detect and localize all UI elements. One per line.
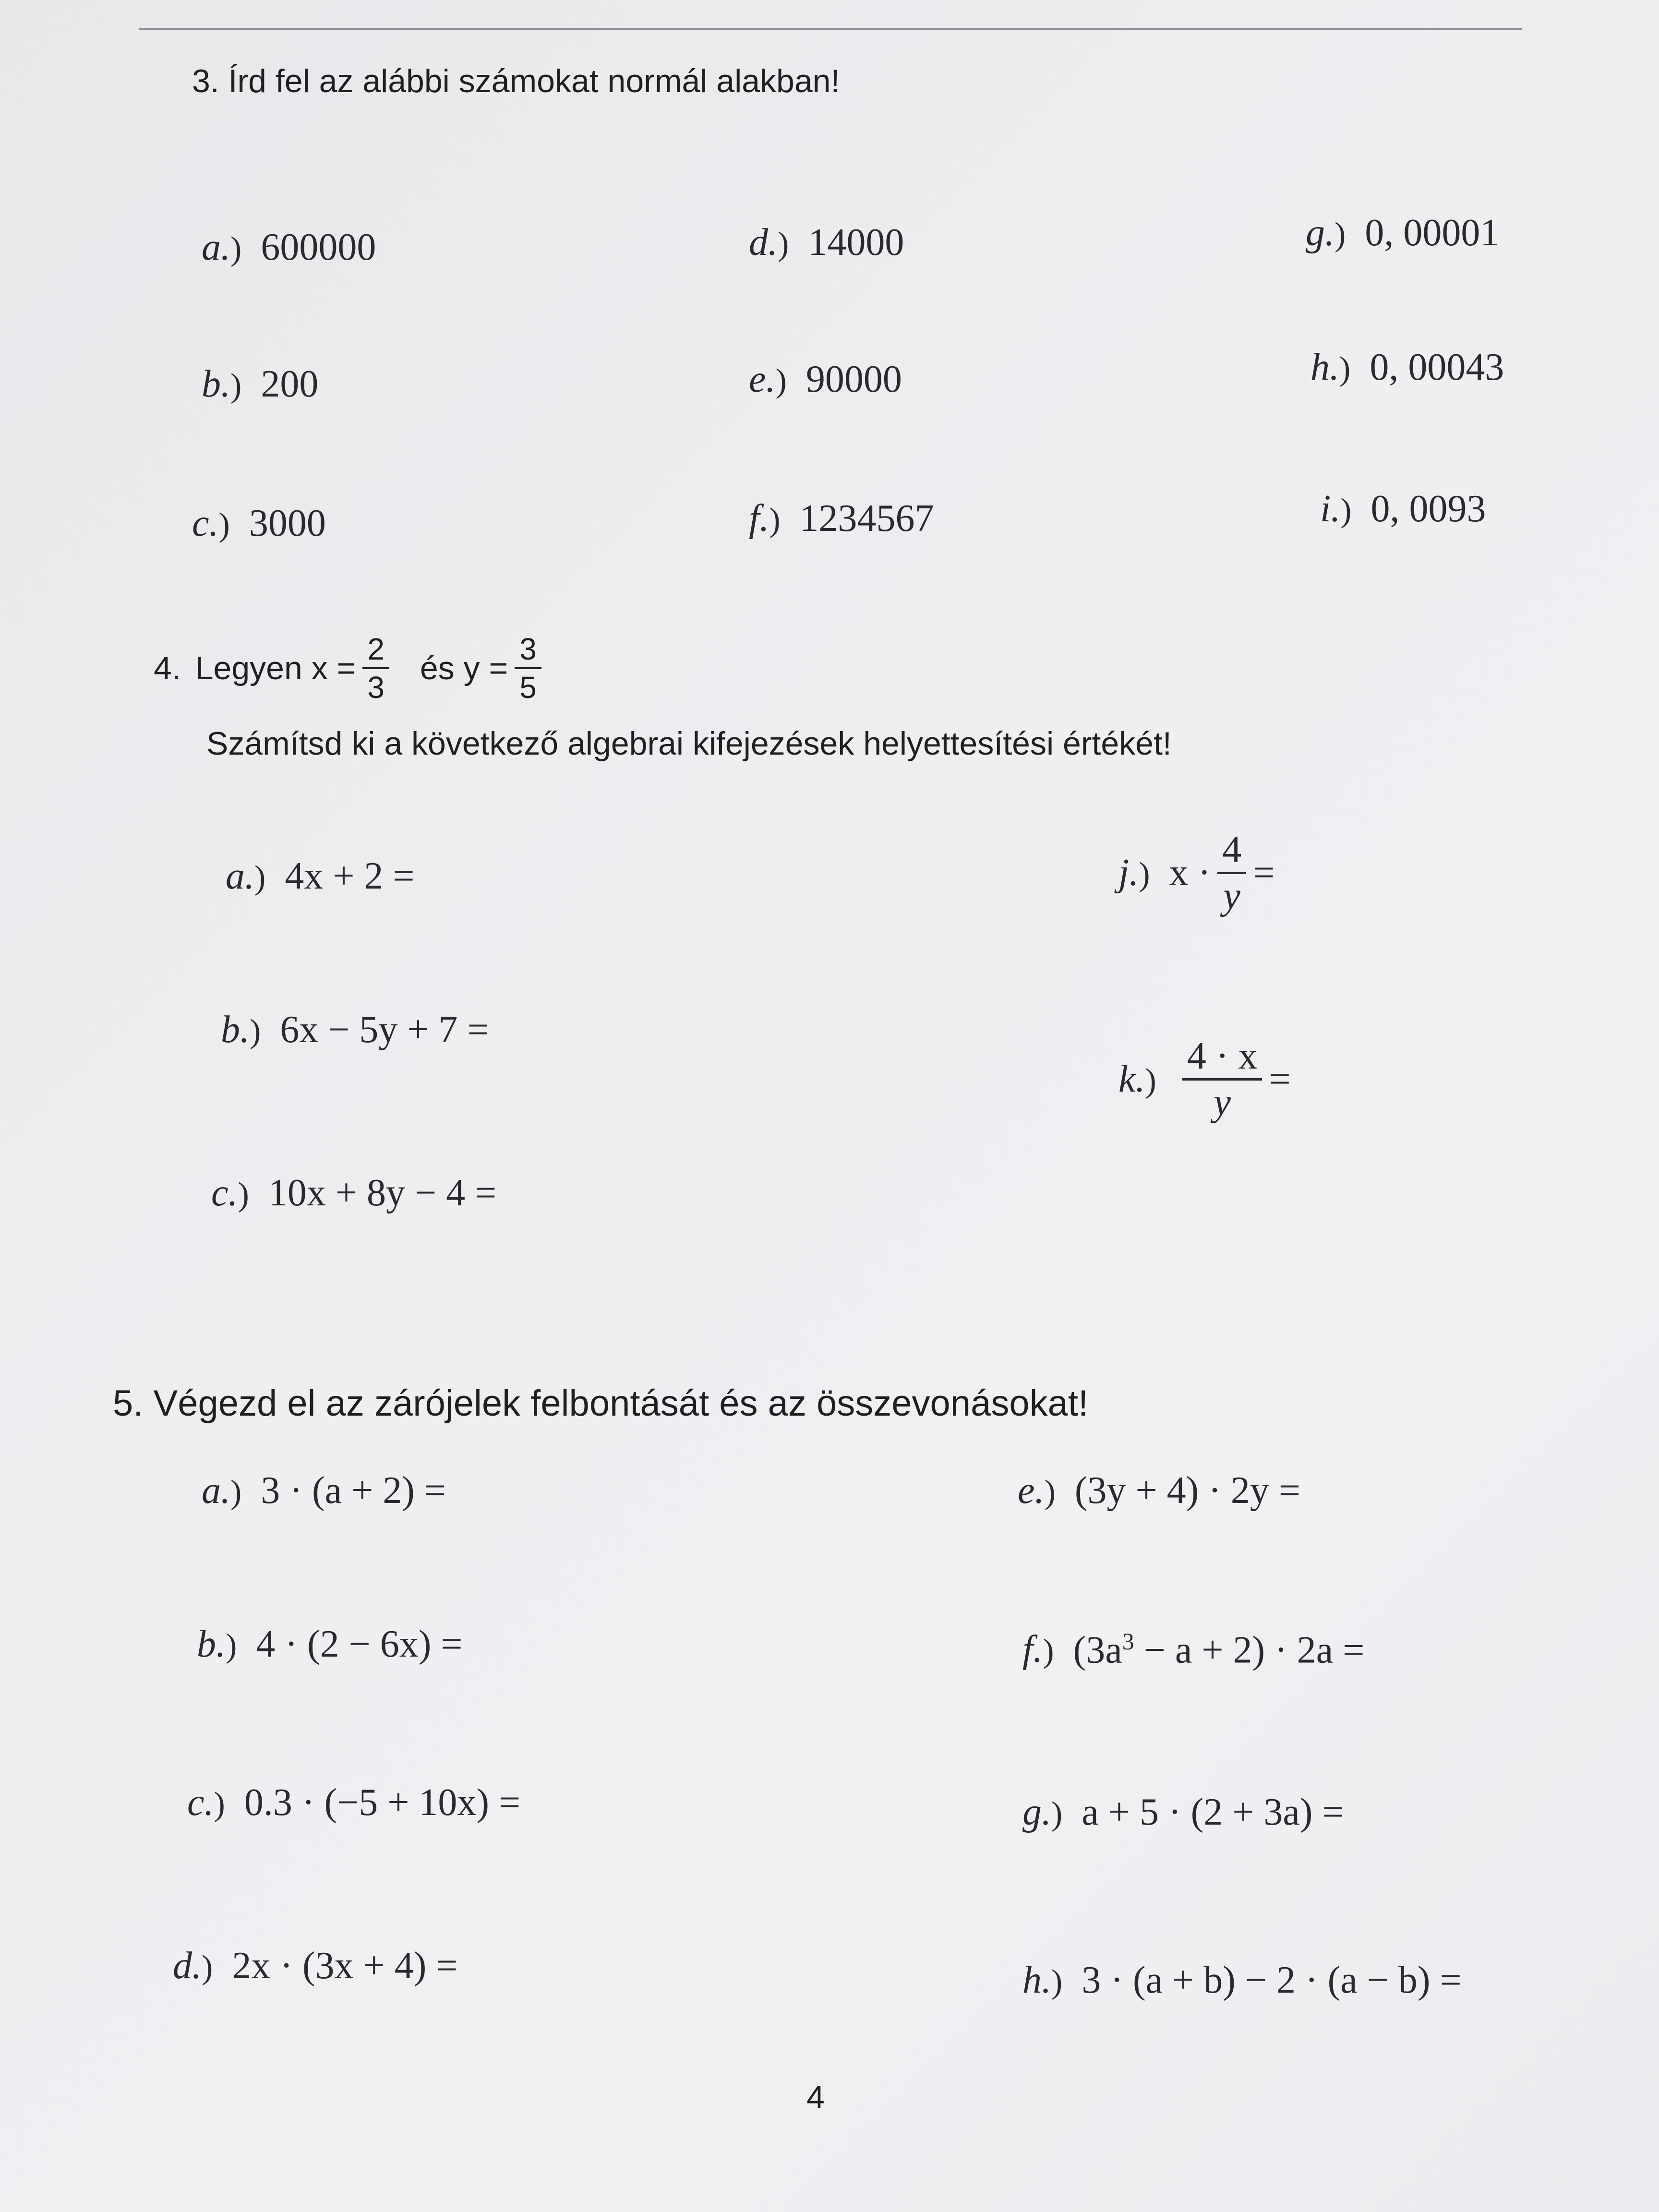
s5-item-b: [197, 1623, 462, 1666]
item-label: d.): [749, 221, 789, 264]
item-label: c.): [211, 1172, 249, 1214]
item-expression: 3 · (a + 2) =: [261, 1469, 446, 1512]
item-fraction: [1217, 830, 1246, 915]
item-pre: x ·: [1169, 852, 1211, 894]
s4-item-c: [211, 1171, 496, 1215]
item-label: k.): [1118, 1058, 1156, 1100]
item-value: 90000: [805, 358, 902, 400]
x-denominator: 3: [367, 670, 385, 705]
item-post: =: [1253, 852, 1275, 894]
legyen-text: Legyen x =: [195, 650, 356, 686]
item-label: h.): [1310, 346, 1351, 388]
item-label: e.): [1018, 1469, 1056, 1512]
item-value: 0, 00001: [1365, 212, 1500, 254]
s3-item-a: [202, 226, 376, 269]
item-expression: 10x + 8y − 4 =: [268, 1172, 497, 1214]
item-label: a.): [202, 1469, 242, 1512]
s3-item-e: [749, 358, 902, 401]
item-expression: 0.3 · (−5 + 10x) =: [244, 1781, 521, 1824]
item-label: b.): [197, 1623, 237, 1665]
item-value: 0, 0093: [1370, 488, 1486, 530]
item-label: d.): [173, 1945, 213, 1987]
item-label: f.): [749, 497, 781, 540]
item-value: 0, 00043: [1370, 346, 1504, 388]
item-expression: 4x + 2 =: [285, 855, 415, 897]
s5-item-e: [1018, 1469, 1300, 1513]
s4-item-b: [221, 1008, 489, 1052]
item-expression: a + 5 · (2 + 3a) =: [1082, 1791, 1344, 1833]
item-expression: 2x · (3x + 4) =: [232, 1945, 458, 1987]
s5-item-d: [173, 1944, 457, 1988]
item-fraction: [1182, 1037, 1262, 1122]
item-label: g.): [1022, 1791, 1063, 1833]
fraction-denominator: y: [1223, 875, 1240, 917]
item-post: =: [1269, 1058, 1291, 1100]
item-label: c.): [187, 1781, 225, 1824]
item-value: 200: [261, 363, 319, 405]
section4-instruction: Számítsd ki a következő algebrai kifejezések helyettesítési értékét!: [206, 725, 1172, 762]
item-label: a.): [202, 226, 242, 268]
item-label: h.): [1022, 1959, 1063, 2001]
item-expression: 4 · (2 − 6x) =: [256, 1623, 463, 1665]
section4-heading: [154, 634, 548, 703]
section3-heading: 3. Írd fel az alábbi számokat normál alakban!: [192, 63, 840, 99]
item-label: f.): [1022, 1628, 1054, 1671]
s5-item-f: [1022, 1627, 1364, 1672]
es-text: és y =: [420, 650, 508, 686]
item-label: i.): [1320, 488, 1352, 530]
item-label: e.): [749, 358, 787, 400]
item-label: b.): [202, 363, 242, 405]
s3-item-b: [202, 362, 318, 406]
s4-item-a: [226, 854, 415, 898]
s3-item-c: [192, 502, 326, 545]
x-fraction: [362, 634, 389, 703]
s5-item-c: [187, 1781, 520, 1825]
section-number: 4.: [154, 650, 181, 686]
fraction-numerator: 4: [1217, 830, 1246, 874]
item-label: j.): [1118, 852, 1150, 894]
item-expression: 3 · (a + b) − 2 · (a − b) =: [1082, 1959, 1462, 2001]
item-label: g.): [1306, 212, 1346, 254]
y-numerator: 3: [515, 634, 541, 669]
item-expression: $(3a^3 - a + 2) \cdot 2a$ =: [1073, 1628, 1365, 1671]
item-value: 14000: [808, 221, 904, 264]
item-expression: 6x − 5y + 7 =: [280, 1009, 489, 1051]
s3-item-d: [749, 221, 904, 264]
item-expression: (3y + 4) · 2y =: [1074, 1469, 1300, 1512]
s3-item-f: [749, 497, 934, 541]
item-value: 600000: [261, 226, 376, 268]
page-number: 4: [806, 2079, 825, 2116]
section5-heading: 5. Végezd el az zárójelek felbontását és az összevonásokat!: [113, 1383, 1089, 1424]
s4-item-k: [1118, 1037, 1291, 1122]
x-numerator: 2: [362, 634, 389, 669]
top-rule: [139, 28, 1522, 30]
fraction-numerator: 4 · x: [1182, 1037, 1262, 1081]
item-label: a.): [226, 855, 266, 897]
item-value: 1234567: [799, 497, 934, 540]
s3-item-g: [1306, 211, 1499, 255]
item-label: c.): [192, 502, 230, 544]
item-value: 3000: [249, 502, 326, 544]
s4-item-j: [1118, 830, 1274, 915]
s3-item-h: [1310, 346, 1504, 389]
y-denominator: 5: [519, 670, 537, 705]
s3-item-i: [1320, 487, 1486, 531]
y-fraction: [515, 634, 541, 703]
item-label: b.): [221, 1009, 261, 1051]
fraction-denominator: y: [1214, 1082, 1231, 1124]
s5-item-g: [1022, 1791, 1344, 1834]
s5-item-h: [1022, 1959, 1462, 2002]
s5-item-a: [202, 1469, 446, 1513]
